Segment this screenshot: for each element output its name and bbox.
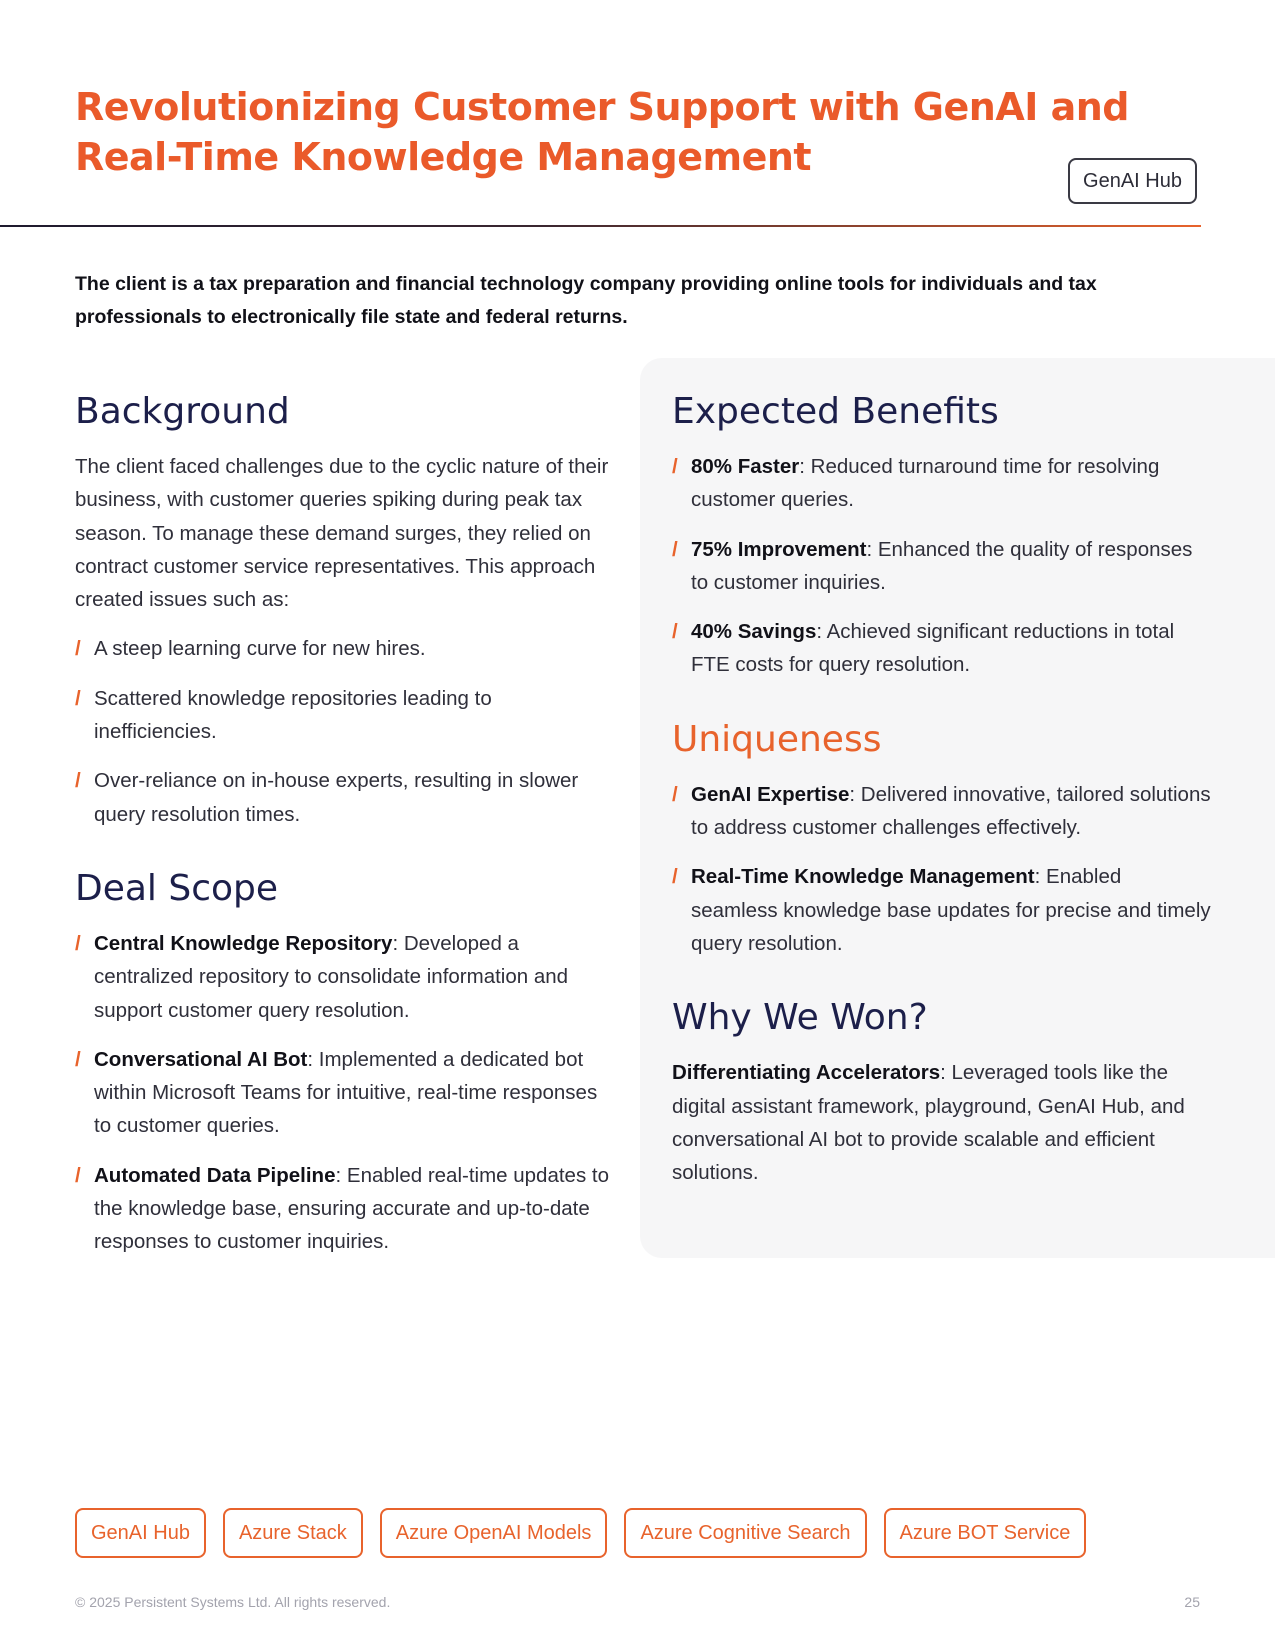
list-item-title: Automated Data Pipeline: [94, 1163, 336, 1187]
benefits-heading: Expected Benefits: [672, 391, 999, 432]
deal-scope-list: [75, 927, 615, 1259]
background-issues-list: [75, 632, 615, 830]
why-won-description: : Leveraged tools like the digital assistant framework, playground, GenAI Hub, and conversational AI bot to provide scalable and efficient solutions.: [672, 1061, 1185, 1185]
footer-copyright: © 2025 Persistent Systems Ltd. All rights reserved.: [75, 1594, 391, 1610]
category-badge: GenAI Hub: [1068, 158, 1197, 204]
deal-scope-heading: Deal Scope: [75, 867, 279, 909]
list-item-text: : Enabled real-time updates to the knowledge base, ensuring accurate and up-to-date responses to customer inquiries.: [94, 1163, 609, 1254]
list-item-title: 75% Improvement: [691, 537, 867, 561]
list-item-text: : Enhanced the quality of responses to customer inquiries.: [691, 537, 1193, 594]
slash-bullet-icon: /: [75, 686, 81, 710]
list-item-title: Real-Time Knowledge Management: [691, 865, 1035, 889]
list-item-text: : Enabled seamless knowledge base updates for precise and timely query resolution.: [691, 865, 1211, 955]
slash-bullet-icon: /: [75, 1163, 81, 1187]
slash-bullet-icon: /: [75, 637, 81, 661]
list-item-text: A steep learning curve for new hires.: [94, 637, 426, 661]
list-item-text: : Achieved significant reductions in total FTE costs for query resolution.: [691, 620, 1175, 677]
uniqueness-heading: Uniqueness: [672, 718, 882, 760]
list-item-text: Over-reliance on in-house experts, resulting in slower query resolution times.: [94, 769, 579, 826]
right-column: [672, 388, 1212, 1189]
list-item-title: 80% Faster: [691, 455, 800, 478]
list-item-text: : Developed a centralized repository to consolidate information and support customer query resolution.: [94, 931, 569, 1022]
slash-bullet-icon: /: [672, 782, 678, 806]
list-item-text: Scattered knowledge repositories leading to inefficiencies.: [94, 686, 492, 744]
list-item-title: Conversational AI Bot: [94, 1047, 308, 1071]
slash-bullet-icon: /: [75, 1047, 81, 1071]
page-number: 25: [1184, 1594, 1200, 1610]
list-item: [75, 632, 615, 665]
list-item: [75, 682, 615, 749]
benefits-list: [672, 450, 1212, 682]
list-item: [672, 778, 1212, 845]
list-item: [672, 615, 1212, 682]
list-item-text: : Reduced turnaround time for resolving customer queries.: [691, 455, 1160, 512]
intro-summary: The client is a tax preparation and financial technology company providing online tools for individuals and tax professionals to electronically file state and federal returns.: [75, 273, 1097, 328]
list-item: [672, 533, 1212, 600]
list-item: [75, 764, 615, 831]
tag-genai-hub: GenAI Hub: [75, 1508, 206, 1558]
list-item-title: GenAI Expertise: [691, 782, 850, 806]
list-item-text: : Delivered innovative, tailored solutions to address customer challenges effectively.: [691, 782, 1211, 840]
why-won-title: Differentiating Accelerators: [672, 1061, 941, 1085]
slash-bullet-icon: /: [75, 769, 81, 793]
slash-bullet-icon: /: [75, 931, 81, 955]
header-divider: [0, 225, 1201, 227]
background-heading: Background: [75, 391, 290, 432]
why-won-heading: Why We Won?: [672, 997, 928, 1039]
slash-bullet-icon: /: [672, 865, 678, 889]
list-item: [75, 927, 615, 1027]
background-text: The client faced challenges due to the cyclic nature of their business, with customer queries spiking during peak tax season. To manage these demand surges, they relied on contract customer service representatives. This approach created issues such as:: [75, 455, 609, 612]
slash-bullet-icon: /: [672, 455, 678, 478]
list-item: [75, 1043, 615, 1143]
tag-azure-bot-service: Azure BOT Service: [884, 1508, 1087, 1558]
why-won-text: [672, 1056, 1212, 1189]
left-column: [75, 388, 615, 1259]
list-item: [672, 860, 1212, 960]
tag-azure-stack: Azure Stack: [223, 1508, 363, 1558]
technology-tags: [75, 1508, 1086, 1558]
tag-azure-openai-models: Azure OpenAI Models: [380, 1508, 608, 1558]
list-item-title: Central Knowledge Repository: [94, 931, 393, 955]
page-title: Revolutionizing Customer Support with GenAI and Real-Time Knowledge Management: [75, 85, 1129, 179]
slash-bullet-icon: /: [672, 620, 678, 644]
list-item-text: : Implemented a dedicated bot within Microsoft Teams for intuitive, real-time responses to customer queries.: [94, 1047, 598, 1138]
tag-azure-cognitive-search: Azure Cognitive Search: [624, 1508, 866, 1558]
list-item: [75, 1159, 615, 1259]
list-item-title: 40% Savings: [691, 620, 817, 644]
slash-bullet-icon: /: [672, 537, 678, 561]
uniqueness-list: [672, 778, 1212, 960]
list-item: [672, 450, 1212, 517]
